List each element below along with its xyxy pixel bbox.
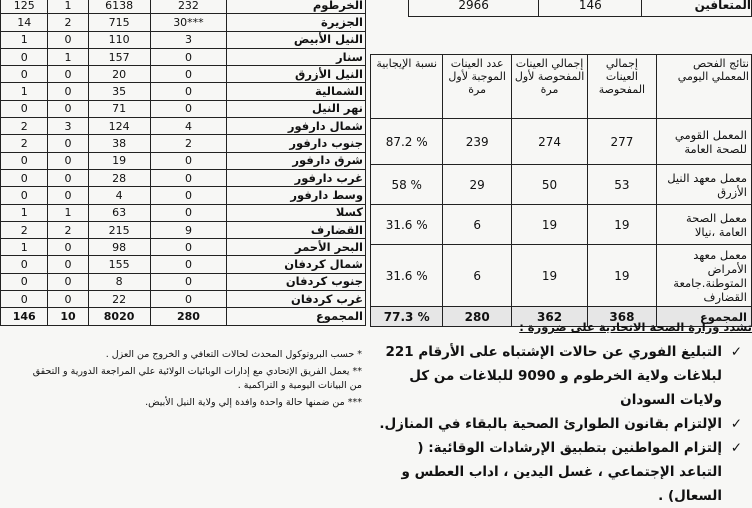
cell-c3: 0 [48,273,88,290]
cell-state: كسلا [227,204,366,221]
header-tested: إجمالي العينات المفحوصة [588,55,657,119]
urge-item [370,412,742,436]
cell-rate: 87.2 % [371,119,443,165]
cell-tested: 277 [588,119,657,165]
lab-results-table [370,54,752,327]
urge-text: التبليغ الفوري عن حالات الإشتباه على الأرقام 221 لبلاغات ولاية الخرطوم و 9090 للبلاغات من كل ولايات السودان [385,344,722,408]
cell-c2: 124 [88,118,150,135]
urge-text: إلتزام المواطنين بتطبيق الإرشادات الوقائية: ( التباعد الإجتماعي ، غسل اليدين ، اداب العطس و السعال) . [401,440,722,504]
cell-state: الجزيرة [227,14,366,31]
cell-state: شمال دارفور [227,118,366,135]
urges-list [370,340,742,508]
cell-lab: المعمل القومي للصحة العامة [656,119,751,165]
cell-c2: 8 [88,273,150,290]
cell-c1: 3 [150,31,227,48]
cell-c3: 0 [48,239,88,256]
table-row [1,66,366,83]
recovered-value: 146 [539,0,642,17]
cell-c3: 0 [48,187,88,204]
recovered-label: المتعافين [642,0,752,17]
cell-state: النيل الأزرق [227,66,366,83]
cell-state: غرب كردفان [227,291,366,308]
cell-tested: 19 [588,245,657,307]
cell-c3: 2 [48,14,88,31]
cell-c4: 1 [1,83,48,100]
cell-c2: 20 [88,66,150,83]
table-row [1,100,366,117]
cell-c4: 0 [1,100,48,117]
cell-c2: 155 [88,256,150,273]
cell-positive: 6 [443,205,512,245]
table-row [1,31,366,48]
urges-title: تشدد وزارة الصحة الاتحادية على ضرورة : [519,320,752,334]
cell-c1: 0 [150,239,227,256]
cell-rate: 58 % [371,165,443,205]
cell-first-time: 19 [511,205,587,245]
footnote: ** يعمل الفريق الإتحادي مع إدارات الوبائيات الولائية علي المراجعة الدورية و التحقق من البيانات اليومية و التراكمية . [32,366,362,391]
cell-c2: 6138 [88,0,150,14]
cell-c3: 0 [48,31,88,48]
cell-c3: 1 [48,48,88,65]
cell-state: غرب دارفور [227,169,366,186]
cell-c1: 0 [150,152,227,169]
cell-state: القضارف [227,221,366,238]
lab-header-row [371,55,752,119]
cell-state: جنوب دارفور [227,135,366,152]
cell-c2: 38 [88,135,150,152]
states-table [0,0,366,326]
cell-c3: 3 [48,118,88,135]
cell-c4: 1 [1,31,48,48]
cell-state: الخرطوم [227,0,366,14]
cell-c3: 0 [48,83,88,100]
cell-tested: 19 [588,205,657,245]
recovered-table [408,0,752,17]
cell-c3: 1 [48,0,88,14]
table-row [1,239,366,256]
table-row [1,204,366,221]
cell-positive: 239 [443,119,512,165]
total-c1: 280 [150,308,227,325]
cell-c2: 157 [88,48,150,65]
table-row [1,14,366,31]
cell-state: وسط دارفور [227,187,366,204]
cell-c3: 0 [48,291,88,308]
table-row [1,273,366,290]
total-c4: 146 [1,308,48,325]
total-label: المجموع [227,308,366,325]
cell-state: النيل الأبيض [227,31,366,48]
cell-c3: 0 [48,135,88,152]
cell-c4: 0 [1,48,48,65]
cell-c4: 0 [1,291,48,308]
cell-c2: 63 [88,204,150,221]
cell-c2: 110 [88,31,150,48]
table-row [371,245,752,307]
cell-c1: 0 [150,169,227,186]
cell-c1: 0 [150,273,227,290]
recovered-row [409,0,752,17]
header-positive: عدد العينات الموجبة لأول مرة [443,55,512,119]
cell-c1: 4 [150,118,227,135]
header-first-time: إجمالي العينات المفحوصة لأول مرة [511,55,587,119]
cell-c4: 1 [1,204,48,221]
cell-state: جنوب كردفان [227,273,366,290]
urge-item [370,436,742,508]
cell-positive: 29 [443,165,512,205]
footnote: *** من ضمنها حالة واحدة وافدة إلي ولاية النيل الأبيض. [145,397,362,408]
cell-c2: 19 [88,152,150,169]
cell-rate: 31.6 % [371,245,443,307]
table-row [1,152,366,169]
total-rate: 77.3 % [371,307,443,327]
total-first-time: 362 [511,307,587,327]
check-icon: ✓ [730,416,742,432]
cell-c4: 2 [1,221,48,238]
cell-c1: 0 [150,187,227,204]
cell-state: الشمالية [227,83,366,100]
cell-c4: 1 [1,239,48,256]
cell-lab: معمل معهد النيل الأزرق [656,165,751,205]
cell-c2: 28 [88,169,150,186]
cell-first-time: 50 [511,165,587,205]
cell-c4: 0 [1,273,48,290]
table-row [1,48,366,65]
cell-c3: 1 [48,204,88,221]
total-row [1,308,366,325]
cell-state: شرق دارفور [227,152,366,169]
cell-c1: 0 [150,256,227,273]
recovered-total: 2966 [409,0,539,17]
cell-c2: 4 [88,187,150,204]
cell-c4: 2 [1,135,48,152]
table-row [1,187,366,204]
table-row [371,205,752,245]
cell-first-time: 274 [511,119,587,165]
cell-c4: 0 [1,187,48,204]
cell-c4: 125 [1,0,48,14]
cell-c2: 715 [88,14,150,31]
table-row [1,291,366,308]
cell-state: البحر الأحمر [227,239,366,256]
table-row [371,165,752,205]
cell-c3: 0 [48,66,88,83]
cell-c2: 215 [88,221,150,238]
table-row [1,256,366,273]
footnote: * حسب البروتوكول المحدث لحالات التعافي و الخروج من العزل . [105,349,362,360]
cell-positive: 6 [443,245,512,307]
cell-c4: 2 [1,118,48,135]
table-row [1,135,366,152]
cell-c4: 0 [1,169,48,186]
cell-state: نهر النيل [227,100,366,117]
total-c3: 10 [48,308,88,325]
cell-lab: معمل الصحة العامة ،نيالا [656,205,751,245]
cell-c3: 0 [48,256,88,273]
cell-c3: 2 [48,221,88,238]
table-row [1,118,366,135]
cell-state: سنار [227,48,366,65]
cell-c2: 35 [88,83,150,100]
cell-c4: 0 [1,152,48,169]
cell-lab: معمل معهد الأمراض المتوطنة.جامعة القضارف [656,245,751,307]
table-row [1,83,366,100]
cell-c3: 0 [48,100,88,117]
cell-c3: 0 [48,152,88,169]
cell-c1: 0 [150,100,227,117]
urge-text: الإلتزام بقانون الطوارئ الصحية بالبقاء في المنازل. [379,416,722,432]
cell-c4: 0 [1,66,48,83]
total-tested: 368 [588,307,657,327]
footnotes [20,348,362,413]
cell-c4: 14 [1,14,48,31]
cell-tested: 53 [588,165,657,205]
cell-c1: 30*** [150,14,227,31]
table-row [371,119,752,165]
cell-c2: 98 [88,239,150,256]
cell-c1: 232 [150,0,227,14]
cell-c2: 71 [88,100,150,117]
cell-c1: 0 [150,83,227,100]
table-row [1,0,366,14]
total-positive: 280 [443,307,512,327]
table-row [1,221,366,238]
urge-item [370,340,742,412]
check-icon: ✓ [730,344,742,360]
header-lab: نتائج الفحص المعملي اليومي [656,55,751,119]
cell-c1: 9 [150,221,227,238]
check-icon: ✓ [730,440,742,456]
cell-first-time: 19 [511,245,587,307]
header-rate: نسبة الإيجابية [371,55,443,119]
cell-c1: 0 [150,66,227,83]
table-row [1,169,366,186]
cell-c1: 0 [150,48,227,65]
total-label: المجموع [656,307,751,327]
cell-c1: 0 [150,204,227,221]
cell-c1: 0 [150,291,227,308]
cell-c2: 22 [88,291,150,308]
cell-state: شمال كردفان [227,256,366,273]
cell-c3: 0 [48,169,88,186]
cell-rate: 31.6 % [371,205,443,245]
cell-c4: 0 [1,256,48,273]
cell-c1: 2 [150,135,227,152]
total-c2: 8020 [88,308,150,325]
